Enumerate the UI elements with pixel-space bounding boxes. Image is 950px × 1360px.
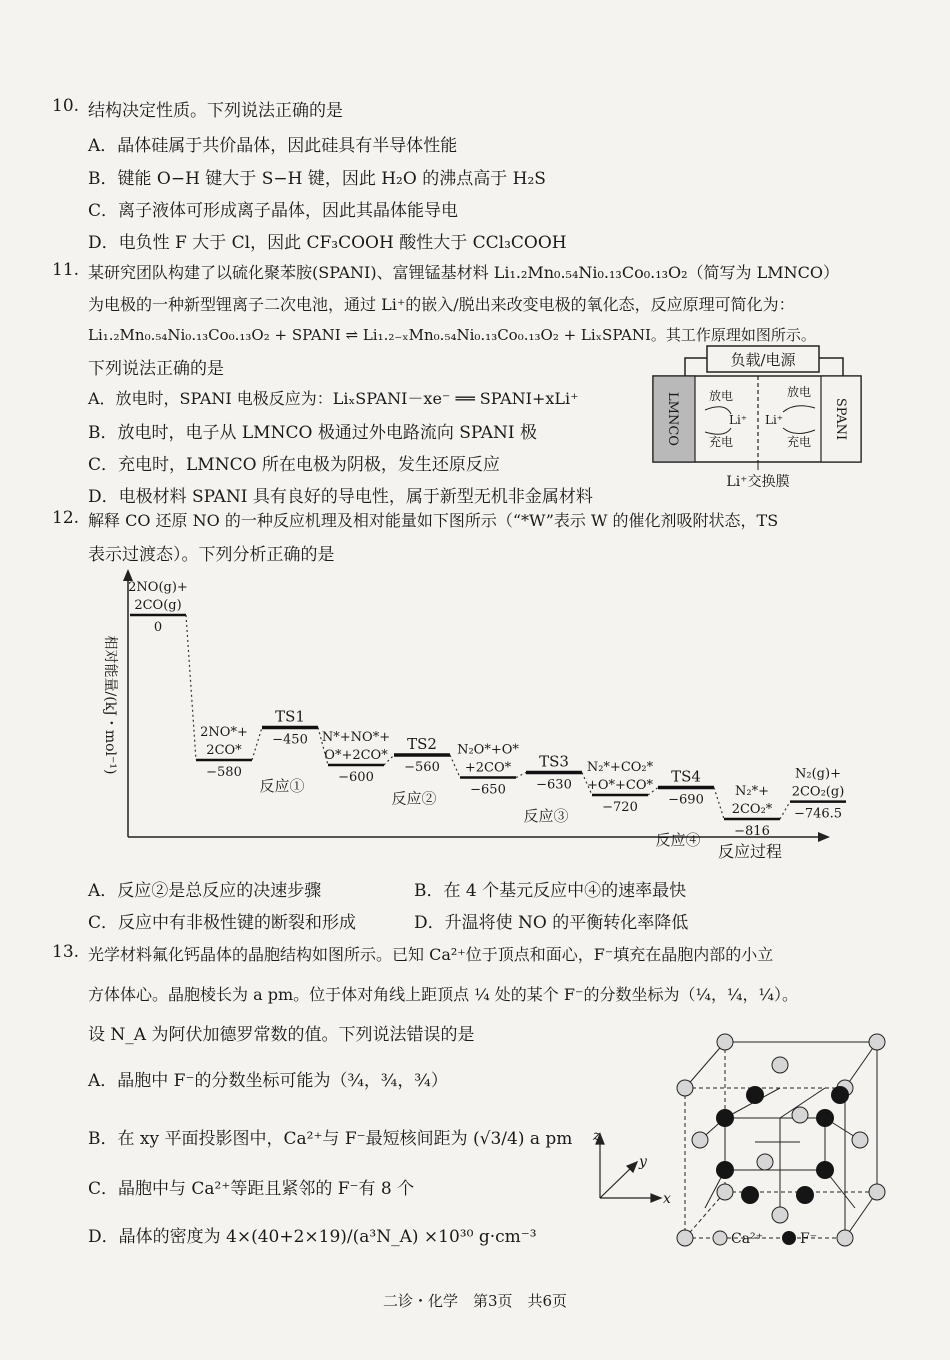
reaction-label-4: 反应④ — [655, 831, 701, 849]
level-label-6-0: TS3 — [539, 752, 569, 771]
crystal-cell-diagram — [585, 1030, 905, 1255]
connector-1 — [252, 728, 262, 761]
level-value-7: −720 — [602, 800, 638, 815]
level-label-3-1: O*+2CO* — [324, 748, 388, 763]
legend-ca-label: Ca²⁺ — [731, 1231, 764, 1247]
connector-8 — [714, 788, 724, 820]
membrane-label: Li⁺交换膜 — [726, 474, 790, 490]
q10-option-b: B．键能 O−H 键大于 S−H 键，因此 H₂O 的沸点高于 H₂S — [88, 169, 546, 189]
x-axis-arrow — [818, 832, 830, 842]
legend-ca-icon — [713, 1231, 727, 1245]
level-label-1-0: 2NO*+ — [200, 725, 248, 740]
legend-f-label: F⁻ — [800, 1231, 818, 1247]
level-value-4: −560 — [404, 760, 440, 775]
q13-stem-line-3: 设 N_A 为阿伏加德罗常数的值。下列说法错误的是 — [88, 1025, 475, 1045]
level-value-1: −580 — [206, 765, 242, 780]
right-charge-label: 充电 — [787, 435, 812, 449]
energy-profile-chart — [90, 565, 850, 865]
reaction-label-2: 反应② — [391, 789, 437, 808]
level-label-0-1: 2CO(g) — [134, 598, 182, 613]
level-label-3-0: N*+NO*+ — [321, 730, 391, 745]
left-li-label: Li⁺ — [729, 413, 748, 427]
left-charge-label: 充电 — [709, 435, 734, 449]
level-value-3: −600 — [338, 770, 374, 785]
q12-stem-line-2: 表示过渡态）。下列分析正确的是 — [88, 545, 335, 565]
q11-number: 11. — [52, 260, 80, 280]
right-arrow-down — [783, 428, 815, 434]
level-label-9-0: N₂*+ — [735, 784, 769, 799]
right-discharge-label: 放电 — [787, 385, 812, 399]
q11-equation: Li₁.₂Mn₀.₅₄Ni₀.₁₃Co₀.₁₃O₂ + SPANI ⇌ Li₁.₂₋ₓMn₀.₅₄Ni₀.₁₃Co₀.₁₃O₂ + LiₓSPANI。其工作原理如图所示。 — [88, 326, 816, 344]
x-axis-label: 反应过程 — [717, 842, 783, 861]
level-label-10-0: N₂(g)+ — [795, 766, 841, 782]
axis-z-label: z — [593, 1128, 601, 1144]
connector-4 — [450, 755, 460, 778]
level-label-4-0: TS2 — [407, 735, 437, 753]
lmnco-label: LMNCO — [665, 392, 680, 446]
q13-stem-line-2: 方体体心。晶胞棱长为 a pm。位于体对角线上距顶点 ¼ 处的某个 F⁻的分数坐标为（¼，¼，¼）。 — [88, 985, 798, 1004]
axis-x-label: x — [663, 1191, 671, 1207]
q10-number: 10. — [52, 96, 80, 116]
legend-f-icon — [782, 1231, 796, 1245]
level-label-7-1: +O*+CO* — [586, 778, 654, 793]
y-axis-label: 相对能量/(kJ・mol⁻¹) — [102, 635, 118, 775]
level-label-1-1: 2CO* — [206, 743, 242, 758]
level-label-7-0: N₂*+CO₂* — [586, 760, 654, 775]
left-discharge-label: 放电 — [709, 389, 734, 403]
q11-stem-line-1: 某研究团队构建了以硫化聚苯胺(SPANI)、富锂锰基材料 Li₁.₂Mn₀.₅₄Ni₀.₁₃Co₀.₁₃O₂（简写为 LMNCO） — [88, 263, 840, 282]
level-value-2: −450 — [272, 732, 308, 748]
level-label-5-0: N₂O*+O* — [457, 742, 519, 758]
q11-stem-line-2: 为电极的一种新型锂离子二次电池，通过 Li⁺的嵌入/脱出来改变电极的氧化态，反应原理可简化为： — [88, 295, 795, 314]
reaction-label-1: 反应① — [259, 777, 305, 795]
q10-option-d: D．电负性 F 大于 Cl，因此 CF₃COOH 酸性大于 CCl₃COOH — [88, 233, 567, 253]
level-label-5-1: +2CO* — [464, 760, 512, 776]
q11-stem-line-4: 下列说法正确的是 — [88, 359, 224, 379]
q10-option-c: C．离子液体可形成离子晶体，因此其晶体能导电 — [88, 201, 459, 221]
spani-label: SPANI — [833, 397, 848, 441]
load-label: 负载/电源 — [730, 351, 796, 369]
right-arrow-up — [783, 406, 815, 412]
level-label-8-0: TS4 — [671, 767, 701, 786]
q13-stem-line-1: 光学材料氟化钙晶体的晶胞结构如图所示。已知 Ca²⁺位于顶点和面心，F⁻填充在晶胞内部的小立 — [88, 945, 774, 964]
axis-y-label: y — [639, 1154, 647, 1170]
battery-diagram — [645, 340, 885, 500]
q11-option-d: D．电极材料 SPANI 具有良好的导电性，属于新型无机非金属材料 — [88, 487, 593, 507]
q13-option-a: A．晶胞中 F⁻的分数坐标可能为（¾，¾，¾） — [88, 1071, 448, 1091]
reaction-label-3: 反应③ — [523, 807, 569, 825]
level-value-6: −630 — [536, 777, 572, 793]
q12-option-d: D．升温将使 NO 的平衡转化率降低 — [414, 913, 689, 933]
level-value-0: 0 — [153, 620, 163, 635]
ca-ions — [677, 1034, 885, 1246]
q11-option-c: C．充电时，LMNCO 所在电极为阴极，发生还原反应 — [88, 455, 500, 475]
q13-number: 13. — [52, 942, 80, 962]
axis-triad — [596, 1134, 661, 1202]
level-label-9-1: 2CO₂* — [731, 802, 773, 817]
level-label-2-0: TS1 — [275, 707, 305, 726]
q12-stem-line-1: 解释 CO 还原 NO 的一种反应机理及相对能量如下图所示（“*W”表示 W 的催化剂吸附状态，TS — [88, 511, 779, 530]
right-li-label: Li⁺ — [765, 413, 784, 427]
page-footer: 二诊・化学 第3页 共6页 — [382, 1292, 568, 1310]
left-arrow-up — [705, 407, 731, 414]
q12-option-b: B．在 4 个基元反应中④的速率最快 — [414, 881, 687, 901]
f-ions — [716, 1086, 849, 1204]
level-value-5: −650 — [470, 782, 506, 798]
connector-5 — [516, 773, 526, 778]
q13-option-b: B．在 xy 平面投影图中，Ca²⁺与 F⁻最短核间距为 (√3/4) a pm — [88, 1129, 573, 1149]
q11-option-b: B．放电时，电子从 LMNCO 极通过外电路流向 SPANI 极 — [88, 423, 538, 443]
q13-option-d: D．晶体的密度为 4×(40+2×19)/(a³N_A) ×10³⁰ g·cm⁻³ — [88, 1227, 537, 1247]
q10-option-a: A．晶体硅属于共价晶体，因此硅具有半导体性能 — [88, 136, 458, 156]
level-value-10: −746.5 — [793, 806, 843, 822]
level-value-9: −816 — [734, 824, 770, 839]
q12-number: 12. — [52, 508, 80, 528]
connector-0 — [186, 615, 196, 760]
q10-stem: 结构决定性质。下列说法正确的是 — [88, 101, 343, 121]
q12-option-c: C．反应中有非极性键的断裂和形成 — [88, 913, 357, 933]
level-label-10-1: 2CO₂(g) — [791, 784, 845, 800]
level-value-8: −690 — [668, 792, 704, 808]
q12-option-a: A．反应②是总反应的决速步骤 — [88, 881, 322, 901]
connector-9 — [780, 802, 790, 819]
q11-option-a: A．放电时，SPANI 电极反应为：LiₓSPANI－xe⁻ ══ SPANI+xLi⁺ — [88, 389, 579, 408]
level-label-0-0: 2NO(g)+ — [128, 580, 188, 595]
left-arrow-down — [705, 428, 731, 434]
q13-option-c: C．晶胞中与 Ca²⁺等距且紧邻的 F⁻有 8 个 — [88, 1179, 415, 1199]
